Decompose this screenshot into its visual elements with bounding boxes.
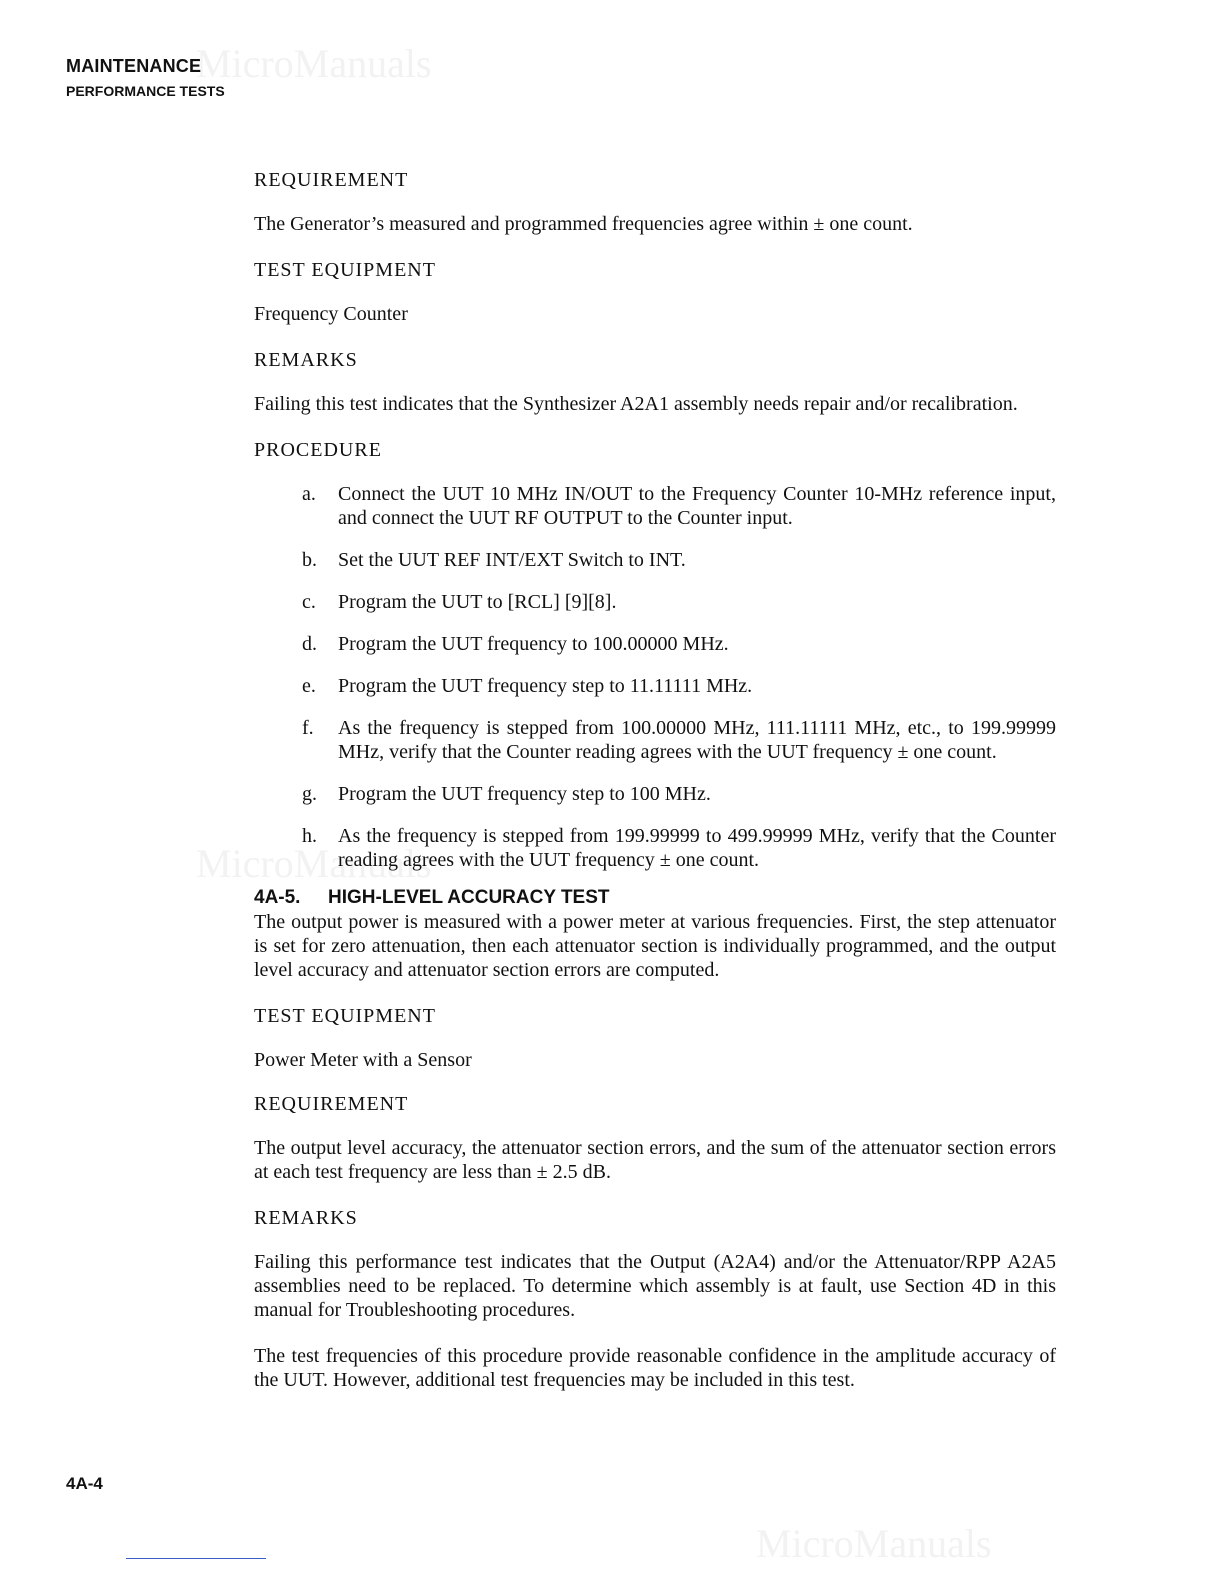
test-equipment-heading: TEST EQUIPMENT — [254, 259, 436, 281]
procedure-step — [254, 482, 1056, 530]
remarks-heading: REMARKS — [254, 349, 358, 371]
step-label: b. — [302, 549, 317, 571]
section-title-text: HIGH-LEVEL ACCURACY TEST — [328, 887, 610, 908]
step-text: Program the UUT frequency to 100.00000 MHz. — [338, 633, 729, 655]
step-label: h. — [302, 825, 317, 847]
remarks-text-2: The test frequencies of this procedure provide reasonable confidence in the amplitude accuracy of the UUT. However, additional test frequencies may be included in this test. — [254, 1345, 1056, 1391]
step-text: Program the UUT frequency step to 100 MHz. — [338, 783, 711, 805]
step-label: a. — [302, 483, 316, 505]
running-header-section: MAINTENANCE — [66, 56, 202, 76]
procedure-step — [254, 782, 1056, 806]
procedure-step — [254, 716, 1056, 764]
watermark: MicroManuals — [756, 1521, 992, 1566]
requirement-text: The output level accuracy, the attenuator section errors, and the sum of the attenuator section errors at each test frequency are less than ± 2.5 dB. — [254, 1137, 1056, 1183]
step-label: e. — [302, 675, 316, 697]
procedure-steps — [254, 482, 1056, 872]
requirement-heading: REQUIREMENT — [254, 1093, 409, 1115]
requirement-heading: REQUIREMENT — [254, 169, 409, 191]
procedure-step — [254, 824, 1056, 872]
procedure-heading: PROCEDURE — [254, 439, 382, 461]
step-text: Program the UUT frequency step to 11.11111 MHz. — [338, 675, 753, 697]
step-label: d. — [302, 633, 317, 655]
section-intro: The output power is measured with a power meter at various frequencies. First, the step attenuator is set for zero attenuation, then each attenuator section is individually programmed, and the output level accuracy and attenuator section errors are computed. — [254, 911, 1056, 981]
procedure-step — [254, 548, 1056, 572]
procedure-step — [254, 590, 1056, 614]
requirement-text: The Generator’s measured and programmed frequencies agree within ± one count. — [254, 213, 913, 235]
step-text: As the frequency is stepped from 199.99999 to 499.99999 MHz, verify that the Counter reading agrees with the UUT frequency ± one count. — [338, 825, 1056, 871]
step-text: As the frequency is stepped from 100.00000 MHz, 111.11111 MHz, etc., to 199.99999 MHz, verify that the Counter reading agrees with the UUT frequency ± one count. — [338, 717, 1056, 763]
test-equipment-heading: TEST EQUIPMENT — [254, 1005, 436, 1027]
page-number: 4A-4 — [66, 1474, 103, 1493]
test-equipment-text: Frequency Counter — [254, 303, 408, 325]
procedure-step — [254, 632, 1056, 656]
watermark: MicroManuals — [196, 841, 432, 886]
section-number: 4A-5. — [254, 887, 301, 908]
page-body — [254, 168, 1056, 1392]
remarks-text: Failing this test indicates that the Synthesizer A2A1 assembly needs repair and/or recalibration. — [254, 393, 1018, 415]
watermark: MicroManuals — [196, 41, 432, 86]
step-label: c. — [302, 591, 316, 613]
section-title — [254, 886, 1056, 910]
step-label: g. — [302, 783, 317, 805]
step-text: Connect the UUT 10 MHz IN/OUT to the Frequency Counter 10-MHz reference input, and connect the UUT RF OUTPUT to the Counter input. — [338, 483, 1056, 529]
step-text: Set the UUT REF INT/EXT Switch to INT. — [338, 549, 686, 571]
procedure-step — [254, 674, 1056, 698]
remarks-heading: REMARKS — [254, 1207, 358, 1229]
running-header-subsection: PERFORMANCE TESTS — [66, 83, 225, 99]
step-label: f. — [302, 717, 314, 739]
step-text: Program the UUT to [RCL] [9][8]. — [338, 591, 617, 613]
remarks-text: Failing this performance test indicates that the Output (A2A4) and/or the Attenuator/RPP A2A5 assemblies need to be replaced. To determine which assembly is at fault, use Section 4D in this manual for Troubleshooting procedures. — [254, 1251, 1056, 1321]
test-equipment-text: Power Meter with a Sensor — [254, 1049, 472, 1071]
bottom-rule — [126, 1558, 266, 1559]
